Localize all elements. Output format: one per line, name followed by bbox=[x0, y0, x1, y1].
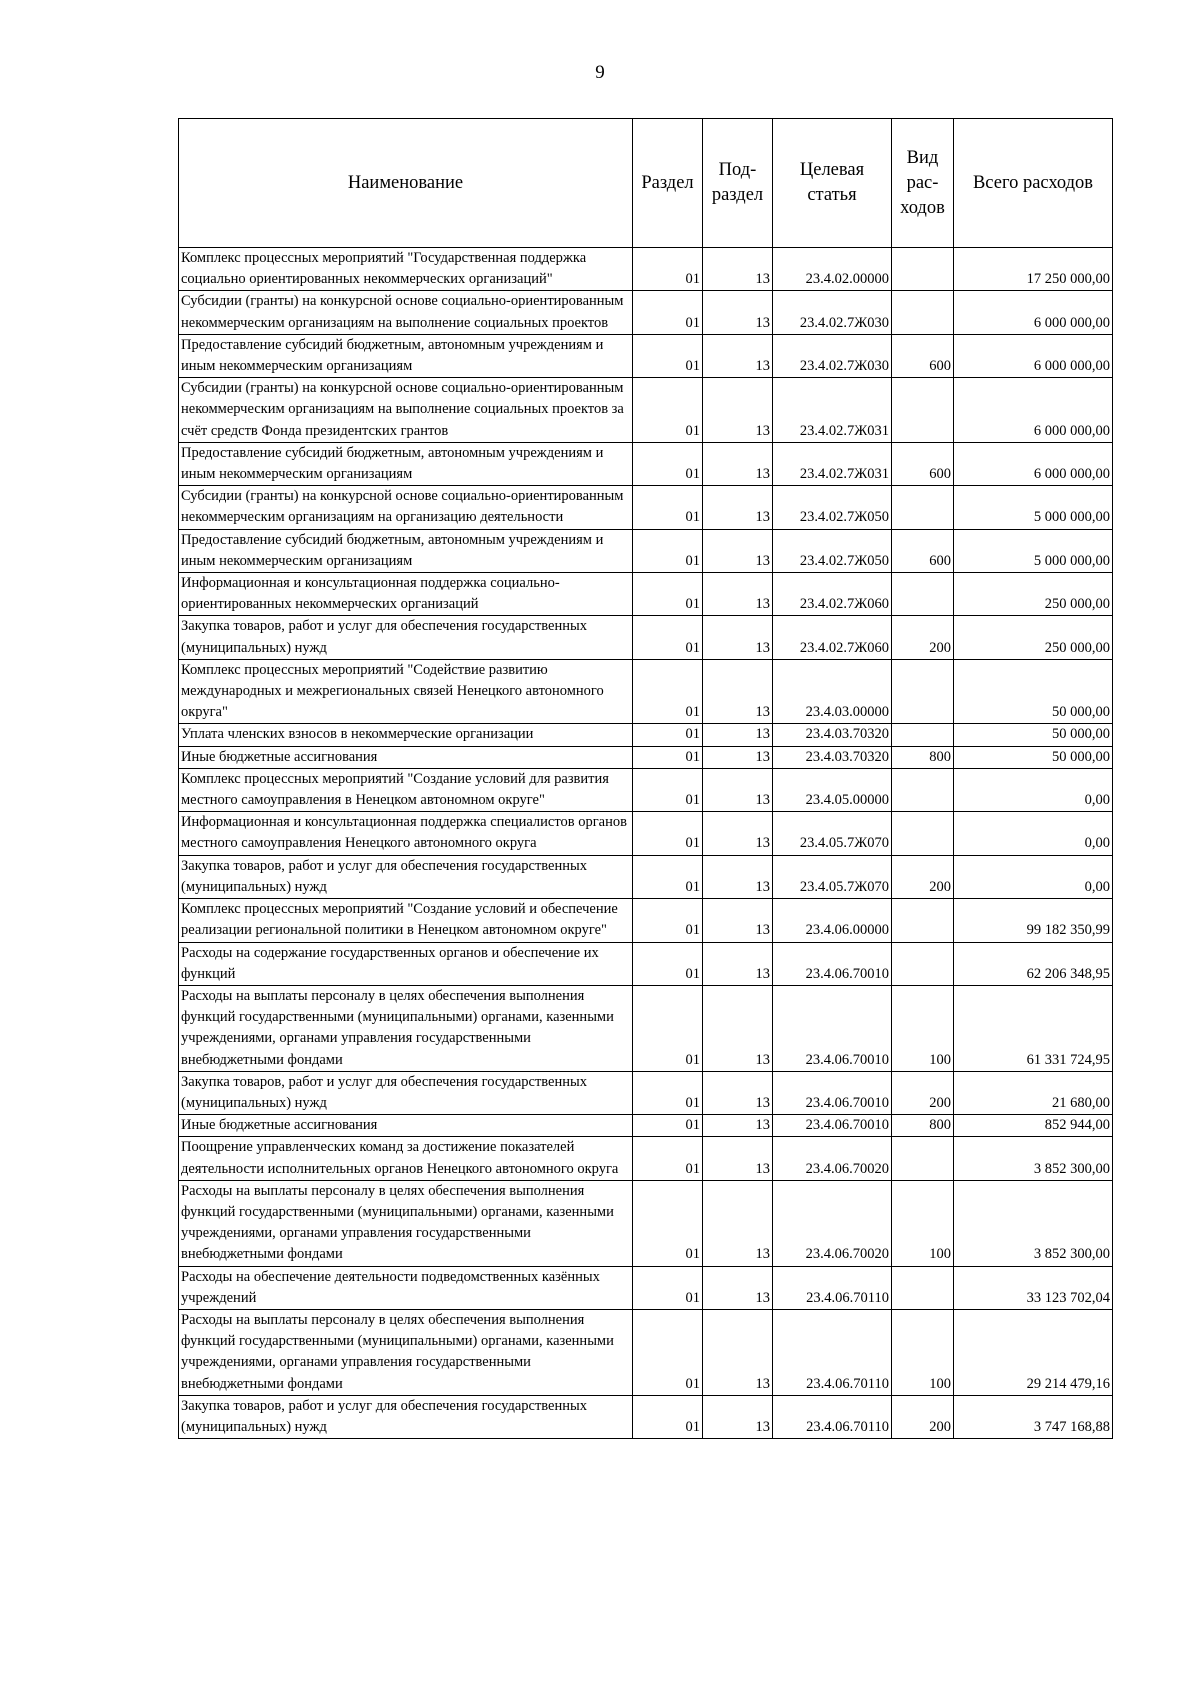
cell-target: 23.4.06.70010 bbox=[773, 985, 892, 1071]
cell-subsection: 13 bbox=[703, 486, 773, 529]
cell-target: 23.4.02.7Ж030 bbox=[773, 334, 892, 377]
cell-total: 250 000,00 bbox=[954, 616, 1113, 659]
cell-kind bbox=[892, 486, 954, 529]
cell-subsection: 13 bbox=[703, 899, 773, 942]
cell-subsection: 13 bbox=[703, 724, 773, 746]
header-subsection: Под-раздел bbox=[703, 119, 773, 248]
cell-name: Предоставление субсидий бюджетным, автономным учреждениям и иным некоммерческим организациям bbox=[179, 442, 633, 485]
cell-subsection: 13 bbox=[703, 1180, 773, 1266]
cell-total: 50 000,00 bbox=[954, 746, 1113, 768]
table-row bbox=[179, 768, 1113, 811]
table-row bbox=[179, 942, 1113, 985]
cell-total: 6 000 000,00 bbox=[954, 334, 1113, 377]
cell-section: 01 bbox=[633, 573, 703, 616]
cell-name: Расходы на выплаты персоналу в целях обеспечения выполнения функций государственными (муниципальными) органами, казенными учреждениями, органами управления государственными внебюджетными фондами bbox=[179, 1309, 633, 1395]
cell-total: 3 852 300,00 bbox=[954, 1180, 1113, 1266]
cell-kind: 100 bbox=[892, 1180, 954, 1266]
cell-subsection: 13 bbox=[703, 855, 773, 898]
table-body bbox=[179, 248, 1113, 1439]
cell-target: 23.4.06.70110 bbox=[773, 1266, 892, 1309]
cell-target: 23.4.05.00000 bbox=[773, 768, 892, 811]
page-number: 9 bbox=[595, 62, 605, 83]
table-row bbox=[179, 1137, 1113, 1180]
cell-name: Информационная и консультационная поддержка социально-ориентированных некоммерческих организаций bbox=[179, 573, 633, 616]
cell-name: Иные бюджетные ассигнования bbox=[179, 746, 633, 768]
cell-target: 23.4.06.70110 bbox=[773, 1395, 892, 1438]
cell-subsection: 13 bbox=[703, 746, 773, 768]
cell-section: 01 bbox=[633, 1395, 703, 1438]
cell-section: 01 bbox=[633, 724, 703, 746]
cell-total: 21 680,00 bbox=[954, 1071, 1113, 1114]
cell-name: Субсидии (гранты) на конкурсной основе социально-ориентированным некоммерческим организациям на выполнение социальных проектов bbox=[179, 291, 633, 334]
budget-table bbox=[178, 118, 1113, 1439]
header-total: Всего расходов bbox=[954, 119, 1113, 248]
cell-subsection: 13 bbox=[703, 1266, 773, 1309]
cell-target: 23.4.05.7Ж070 bbox=[773, 812, 892, 855]
cell-section: 01 bbox=[633, 899, 703, 942]
cell-subsection: 13 bbox=[703, 291, 773, 334]
cell-name: Закупка товаров, работ и услуг для обеспечения государственных (муниципальных) нужд bbox=[179, 1395, 633, 1438]
table-row bbox=[179, 985, 1113, 1071]
cell-section: 01 bbox=[633, 1137, 703, 1180]
cell-section: 01 bbox=[633, 529, 703, 572]
table-row bbox=[179, 1395, 1113, 1438]
table-row bbox=[179, 442, 1113, 485]
cell-section: 01 bbox=[633, 291, 703, 334]
cell-section: 01 bbox=[633, 659, 703, 724]
cell-kind bbox=[892, 573, 954, 616]
header-target: Целевая статья bbox=[773, 119, 892, 248]
cell-section: 01 bbox=[633, 442, 703, 485]
cell-section: 01 bbox=[633, 855, 703, 898]
cell-name: Иные бюджетные ассигнования bbox=[179, 1115, 633, 1137]
cell-target: 23.4.06.70020 bbox=[773, 1137, 892, 1180]
cell-target: 23.4.02.7Ж050 bbox=[773, 486, 892, 529]
cell-name: Комплекс процессных мероприятий "Создание условий и обеспечение реализации региональной политики в Ненецком автономном округе" bbox=[179, 899, 633, 942]
table-row bbox=[179, 291, 1113, 334]
cell-total: 0,00 bbox=[954, 812, 1113, 855]
table-row bbox=[179, 529, 1113, 572]
cell-name: Закупка товаров, работ и услуг для обеспечения государственных (муниципальных) нужд bbox=[179, 855, 633, 898]
cell-total: 6 000 000,00 bbox=[954, 291, 1113, 334]
cell-kind: 800 bbox=[892, 1115, 954, 1137]
cell-subsection: 13 bbox=[703, 1071, 773, 1114]
cell-kind bbox=[892, 378, 954, 443]
cell-target: 23.4.06.70010 bbox=[773, 1071, 892, 1114]
cell-target: 23.4.03.00000 bbox=[773, 659, 892, 724]
cell-target: 23.4.05.7Ж070 bbox=[773, 855, 892, 898]
cell-target: 23.4.02.7Ж050 bbox=[773, 529, 892, 572]
cell-total: 3 747 168,88 bbox=[954, 1395, 1113, 1438]
cell-kind bbox=[892, 899, 954, 942]
table-row bbox=[179, 616, 1113, 659]
table-row bbox=[179, 812, 1113, 855]
cell-section: 01 bbox=[633, 334, 703, 377]
cell-section: 01 bbox=[633, 746, 703, 768]
cell-name: Предоставление субсидий бюджетным, автономным учреждениям и иным некоммерческим организациям bbox=[179, 334, 633, 377]
cell-kind bbox=[892, 812, 954, 855]
cell-target: 23.4.06.70020 bbox=[773, 1180, 892, 1266]
cell-name: Комплекс процессных мероприятий "Государственная поддержка социально ориентированных некоммерческих организаций" bbox=[179, 248, 633, 291]
cell-kind: 600 bbox=[892, 334, 954, 377]
cell-section: 01 bbox=[633, 985, 703, 1071]
cell-section: 01 bbox=[633, 1266, 703, 1309]
cell-subsection: 13 bbox=[703, 616, 773, 659]
cell-target: 23.4.03.70320 bbox=[773, 724, 892, 746]
cell-total: 3 852 300,00 bbox=[954, 1137, 1113, 1180]
cell-kind: 600 bbox=[892, 442, 954, 485]
cell-total: 17 250 000,00 bbox=[954, 248, 1113, 291]
cell-section: 01 bbox=[633, 812, 703, 855]
cell-name: Субсидии (гранты) на конкурсной основе социально-ориентированным некоммерческим организациям на выполнение социальных проектов за счёт средств Фонда президентских грантов bbox=[179, 378, 633, 443]
cell-name: Расходы на выплаты персоналу в целях обеспечения выполнения функций государственными (муниципальными) органами, казенными учреждениями, органами управления государственными внебюджетными фондами bbox=[179, 985, 633, 1071]
cell-target: 23.4.06.00000 bbox=[773, 899, 892, 942]
cell-subsection: 13 bbox=[703, 442, 773, 485]
cell-kind bbox=[892, 768, 954, 811]
table-row bbox=[179, 1309, 1113, 1395]
header-section: Раздел bbox=[633, 119, 703, 248]
cell-total: 99 182 350,99 bbox=[954, 899, 1113, 942]
cell-section: 01 bbox=[633, 768, 703, 811]
cell-section: 01 bbox=[633, 1180, 703, 1266]
cell-name: Закупка товаров, работ и услуг для обеспечения государственных (муниципальных) нужд bbox=[179, 616, 633, 659]
cell-kind: 600 bbox=[892, 529, 954, 572]
cell-subsection: 13 bbox=[703, 573, 773, 616]
cell-subsection: 13 bbox=[703, 529, 773, 572]
table-row bbox=[179, 378, 1113, 443]
cell-section: 01 bbox=[633, 1115, 703, 1137]
cell-total: 6 000 000,00 bbox=[954, 442, 1113, 485]
cell-target: 23.4.02.7Ж031 bbox=[773, 442, 892, 485]
cell-section: 01 bbox=[633, 942, 703, 985]
cell-subsection: 13 bbox=[703, 334, 773, 377]
cell-section: 01 bbox=[633, 616, 703, 659]
cell-subsection: 13 bbox=[703, 248, 773, 291]
cell-total: 50 000,00 bbox=[954, 724, 1113, 746]
cell-subsection: 13 bbox=[703, 659, 773, 724]
cell-kind: 100 bbox=[892, 985, 954, 1071]
cell-subsection: 13 bbox=[703, 942, 773, 985]
cell-section: 01 bbox=[633, 1309, 703, 1395]
table-row bbox=[179, 486, 1113, 529]
cell-target: 23.4.02.00000 bbox=[773, 248, 892, 291]
cell-subsection: 13 bbox=[703, 1137, 773, 1180]
cell-total: 0,00 bbox=[954, 855, 1113, 898]
cell-total: 250 000,00 bbox=[954, 573, 1113, 616]
table-row bbox=[179, 573, 1113, 616]
cell-subsection: 13 bbox=[703, 1395, 773, 1438]
cell-subsection: 13 bbox=[703, 1115, 773, 1137]
table-row bbox=[179, 855, 1113, 898]
table-row bbox=[179, 724, 1113, 746]
cell-total: 5 000 000,00 bbox=[954, 486, 1113, 529]
cell-total: 50 000,00 bbox=[954, 659, 1113, 724]
cell-name: Субсидии (гранты) на конкурсной основе социально-ориентированным некоммерческим организациям на организацию деятельности bbox=[179, 486, 633, 529]
table-row bbox=[179, 659, 1113, 724]
cell-subsection: 13 bbox=[703, 1309, 773, 1395]
cell-name: Информационная и консультационная поддержка специалистов органов местного самоуправления Ненецкого автономного округа bbox=[179, 812, 633, 855]
cell-name: Закупка товаров, работ и услуг для обеспечения государственных (муниципальных) нужд bbox=[179, 1071, 633, 1114]
table-row bbox=[179, 248, 1113, 291]
cell-total: 61 331 724,95 bbox=[954, 985, 1113, 1071]
cell-section: 01 bbox=[633, 486, 703, 529]
cell-kind: 100 bbox=[892, 1309, 954, 1395]
cell-kind: 800 bbox=[892, 746, 954, 768]
cell-name: Поощрение управленческих команд за достижение показателей деятельности исполнительных органов Ненецкого автономного округа bbox=[179, 1137, 633, 1180]
table-row bbox=[179, 1266, 1113, 1309]
cell-name: Уплата членских взносов в некоммерческие организации bbox=[179, 724, 633, 746]
cell-total: 62 206 348,95 bbox=[954, 942, 1113, 985]
cell-name: Предоставление субсидий бюджетным, автономным учреждениям и иным некоммерческим организациям bbox=[179, 529, 633, 572]
cell-target: 23.4.02.7Ж060 bbox=[773, 573, 892, 616]
header-name: Наименование bbox=[179, 119, 633, 248]
cell-total: 29 214 479,16 bbox=[954, 1309, 1113, 1395]
cell-kind bbox=[892, 1266, 954, 1309]
cell-subsection: 13 bbox=[703, 812, 773, 855]
table-row bbox=[179, 746, 1113, 768]
cell-kind: 200 bbox=[892, 616, 954, 659]
cell-section: 01 bbox=[633, 378, 703, 443]
cell-total: 6 000 000,00 bbox=[954, 378, 1113, 443]
cell-target: 23.4.06.70010 bbox=[773, 942, 892, 985]
cell-target: 23.4.03.70320 bbox=[773, 746, 892, 768]
cell-subsection: 13 bbox=[703, 378, 773, 443]
table-header-row bbox=[179, 119, 1113, 248]
cell-target: 23.4.06.70110 bbox=[773, 1309, 892, 1395]
cell-total: 5 000 000,00 bbox=[954, 529, 1113, 572]
cell-kind bbox=[892, 724, 954, 746]
cell-kind bbox=[892, 1137, 954, 1180]
cell-kind bbox=[892, 659, 954, 724]
cell-subsection: 13 bbox=[703, 985, 773, 1071]
cell-kind bbox=[892, 291, 954, 334]
cell-name: Комплекс процессных мероприятий "Создание условий для развития местного самоуправления в Ненецком автономном округе" bbox=[179, 768, 633, 811]
table-row bbox=[179, 1180, 1113, 1266]
cell-subsection: 13 bbox=[703, 768, 773, 811]
table-row bbox=[179, 1115, 1113, 1137]
cell-target: 23.4.06.70010 bbox=[773, 1115, 892, 1137]
cell-kind: 200 bbox=[892, 855, 954, 898]
table-row bbox=[179, 334, 1113, 377]
cell-kind: 200 bbox=[892, 1071, 954, 1114]
cell-name: Расходы на выплаты персоналу в целях обеспечения выполнения функций государственными (муниципальными) органами, казенными учреждениями, органами управления государственными внебюджетными фондами bbox=[179, 1180, 633, 1266]
cell-kind bbox=[892, 942, 954, 985]
header-kind: Вид рас-ходов bbox=[892, 119, 954, 248]
cell-target: 23.4.02.7Ж060 bbox=[773, 616, 892, 659]
cell-total: 33 123 702,04 bbox=[954, 1266, 1113, 1309]
cell-name: Комплекс процессных мероприятий "Содействие развитию международных и межрегиональных связей Ненецкого автономного округа" bbox=[179, 659, 633, 724]
table-row bbox=[179, 899, 1113, 942]
cell-kind: 200 bbox=[892, 1395, 954, 1438]
cell-kind bbox=[892, 248, 954, 291]
cell-total: 852 944,00 bbox=[954, 1115, 1113, 1137]
cell-section: 01 bbox=[633, 1071, 703, 1114]
cell-target: 23.4.02.7Ж030 bbox=[773, 291, 892, 334]
table-row bbox=[179, 1071, 1113, 1114]
cell-section: 01 bbox=[633, 248, 703, 291]
cell-name: Расходы на содержание государственных органов и обеспечение их функций bbox=[179, 942, 633, 985]
cell-target: 23.4.02.7Ж031 bbox=[773, 378, 892, 443]
cell-name: Расходы на обеспечение деятельности подведомственных казённых учреждений bbox=[179, 1266, 633, 1309]
cell-total: 0,00 bbox=[954, 768, 1113, 811]
